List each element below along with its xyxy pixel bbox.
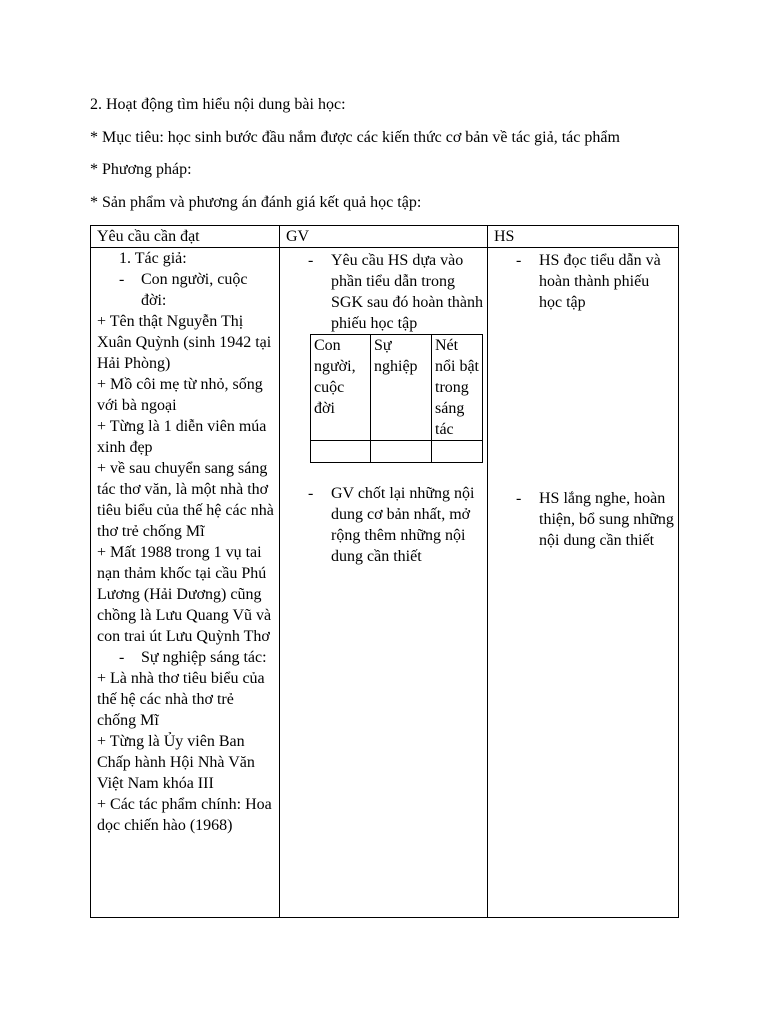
list-item [286, 250, 483, 334]
list-item [494, 250, 674, 313]
life-subheading: Con người, cuộc đời: [141, 271, 248, 309]
career-point: + Từng là Ủy viên Ban Chấp hành Hội Nhà Văn Việt Nam khóa III [97, 733, 255, 792]
teacher-cell [280, 248, 488, 918]
assessment-line: * Sản phẩm và phương án đánh giá kết quả học tập: [90, 194, 422, 211]
worksheet-header: Con người, cuộc đời [311, 335, 371, 441]
career-point: + Là nhà thơ tiêu biểu của thế hệ các nhà thơ trẻ chống Mĩ [97, 670, 265, 729]
list-item [97, 269, 275, 311]
section-heading: 2. Hoạt động tìm hiểu nội dung bài học: [90, 96, 346, 113]
list-item [494, 488, 674, 551]
dash-marker: - [516, 252, 522, 269]
worksheet-cell [371, 441, 432, 463]
life-point: + Từng là 1 diễn viên múa xinh đẹp [97, 418, 267, 456]
career-point: + Các tác phẩm chính: Hoa dọc chiến hào (1968) [97, 796, 272, 834]
worksheet-cell [432, 441, 483, 463]
header-teacher: GV [280, 226, 488, 248]
objective-line: * Mục tiêu: học sinh bước đầu nắm được các kiến thức cơ bản về tác giả, tác phẩm [90, 129, 620, 146]
worksheet-header: Nét nổi bật trong sáng tác [432, 335, 483, 441]
list-item [286, 483, 483, 567]
worksheet-header: Sự nghiệp [371, 335, 432, 441]
career-subheading: Sự nghiệp sáng tác: [141, 649, 267, 666]
author-heading: 1. Tác giả: [119, 250, 187, 267]
worksheet-table [310, 334, 483, 463]
list-item [97, 647, 275, 668]
dash-marker: - [119, 649, 125, 666]
activity-table [90, 225, 679, 918]
header-student: HS [488, 226, 679, 248]
life-point: + Mồ côi mẹ từ nhỏ, sống với bà ngoại [97, 376, 263, 414]
student-task-2: HS lắng nghe, hoàn thiện, bổ sung những nội dung cần thiết [539, 490, 674, 549]
worksheet-cell [311, 441, 371, 463]
table-content-row [91, 248, 679, 918]
dash-marker: - [516, 490, 522, 507]
life-point: + về sau chuyển sang sáng tác thơ văn, là một nhà thơ tiêu biểu của thế hệ các nhà thơ trẻ chống Mĩ [97, 460, 274, 540]
worksheet-header-row [311, 335, 483, 441]
student-cell [488, 248, 679, 918]
table-header-row [91, 226, 679, 248]
requirements-cell [91, 248, 280, 918]
header-requirements: Yêu cầu cần đạt [91, 226, 280, 248]
life-point: + Mất 1988 trong 1 vụ tai nạn thảm khốc tại cầu Phú Lương (Hải Dương) cũng chồng là Lưu Quang Vũ và con trai út Lưu Quỳnh Thơ [97, 544, 272, 645]
student-task-1: HS đọc tiểu dẫn và hoàn thành phiếu học tập [539, 252, 661, 311]
teacher-task-2: GV chốt lại những nội dung cơ bản nhất, mở rộng thêm những nội dung cần thiết [331, 485, 475, 565]
dash-marker: - [308, 252, 314, 269]
method-line: * Phương pháp: [90, 161, 192, 178]
teacher-task-1: Yêu cầu HS dựa vào phần tiểu dẫn trong SGK sau đó hoàn thành phiếu học tập [331, 252, 483, 332]
worksheet-empty-row [311, 441, 483, 463]
dash-marker: - [308, 485, 314, 502]
dash-marker: - [119, 271, 125, 288]
life-point: + Tên thật Nguyễn Thị Xuân Quỳnh (sinh 1942 tại Hải Phòng) [97, 313, 272, 372]
